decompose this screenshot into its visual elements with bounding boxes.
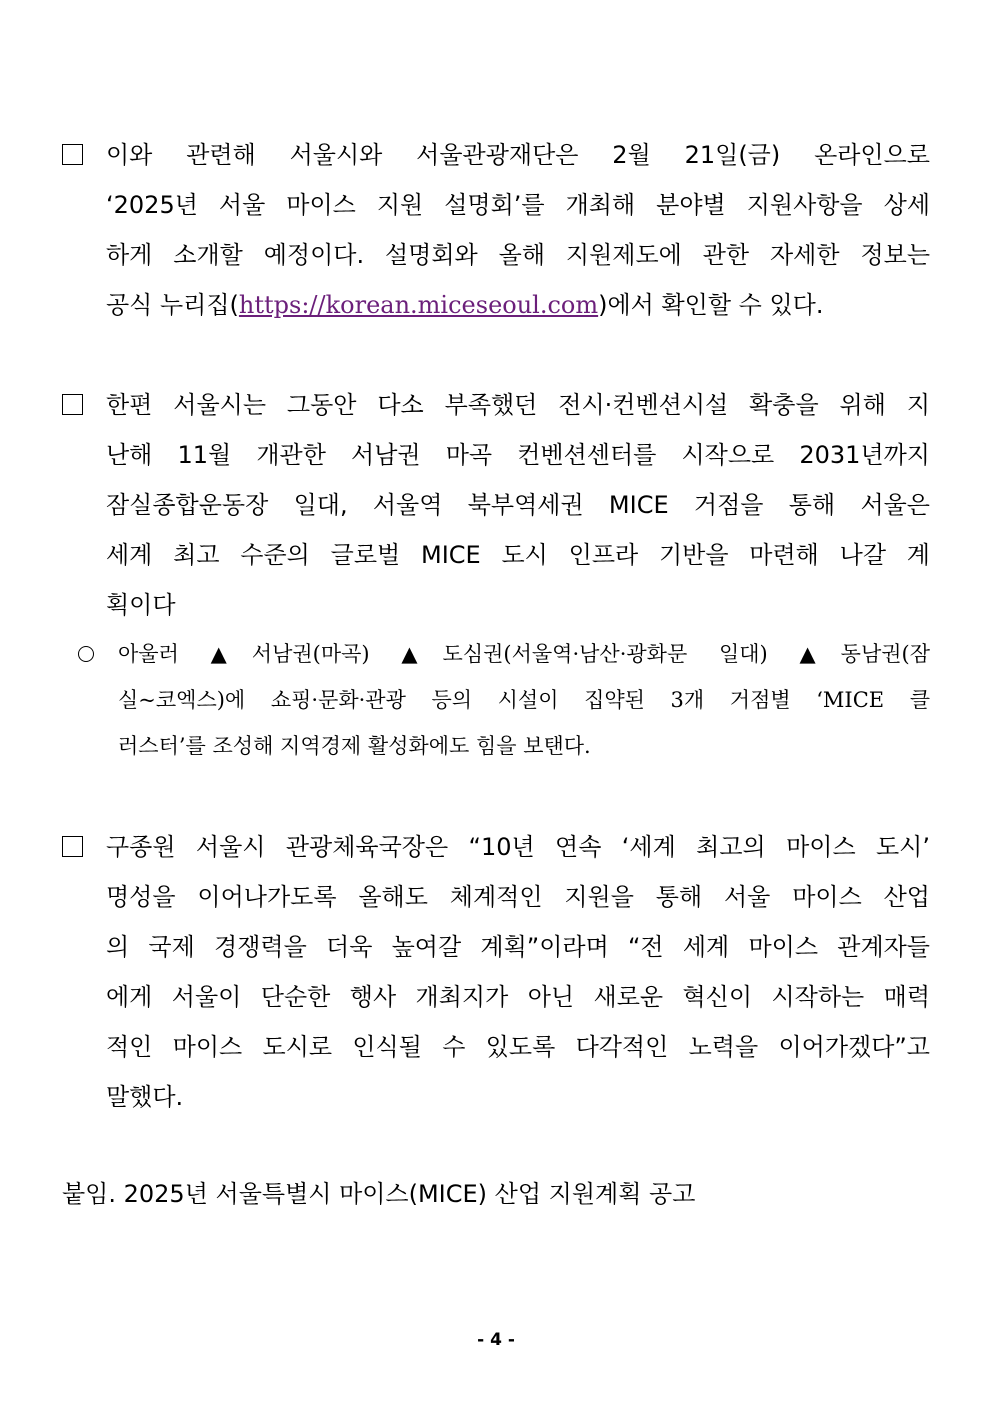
- text-line: 아울러 ▲서남권(마곡) ▲도심권(서울역·남산·광화문 일대) ▲동남권(잠: [118, 642, 930, 666]
- text-line: 적인 마이스 도시로 인식될 수 있도록 다각적인 노력을 이어가겠다”고: [106, 1033, 930, 1061]
- text-line: 에게 서울이 단순한 행사 개최지가 아닌 새로운 혁신이 시작하는 매력: [106, 983, 930, 1011]
- paragraph-quote: [62, 822, 930, 1122]
- text-segment: )에서 확인할 수 있다.: [598, 291, 824, 319]
- text-line: 획이다: [106, 591, 176, 619]
- text-line: 이와 관련해 서울시와 서울관광재단은 2월 21일(금) 온라인으로: [106, 141, 930, 169]
- checkbox-bullet-icon: [62, 822, 96, 874]
- page-number: - 4 -: [477, 1330, 515, 1350]
- text-line: 실~코엑스)에 쇼핑·문화·관광 등의 시설이 집약된 3개 거점별 ‘MICE 클: [118, 688, 930, 712]
- text-line: 러스터’를 조성해 지역경제 활성화에도 힘을 보탠다.: [118, 734, 591, 758]
- text-line: 구종원 서울시 관광체육국장은 “10년 연속 ‘세계 최고의 마이스 도시’: [106, 833, 930, 861]
- text-line: 한편 서울시는 그동안 다소 부족했던 전시·컨벤션시설 확충을 위해 지: [106, 391, 930, 419]
- paragraph-seminar: [62, 130, 930, 330]
- text-line: 하게 소개할 예정이다. 설명회와 올해 지원제도에 관한 자세한 정보는: [106, 241, 930, 269]
- text-line: ‘2025년 서울 마이스 지원 설명회’를 개최해 분야별 지원사항을 상세: [106, 191, 930, 219]
- checkbox-bullet-icon: [62, 130, 96, 182]
- text-line: 의 국제 경쟁력을 더욱 높여갈 계획”이라며 “전 세계 마이스 관계자들: [106, 933, 930, 961]
- website-link[interactable]: https://korean.miceseoul.com: [238, 291, 599, 319]
- text-line: 명성을 이어나가도록 올해도 체계적인 지원을 통해 서울 마이스 산업: [106, 883, 930, 911]
- text-segment: 공식 누리집(: [106, 291, 239, 319]
- attachment-note: 붙임. 2025년 서울특별시 마이스(MICE) 산업 지원계획 공고: [62, 1180, 696, 1208]
- text-line: 난해 11월 개관한 서남권 마곡 컨벤션센터를 시작으로 2031년까지: [106, 441, 930, 469]
- text-line: 말했다.: [106, 1083, 184, 1111]
- circle-bullet-icon: [78, 631, 108, 678]
- text-line: 세계 최고 수준의 글로벌 MICE 도시 인프라 기반을 마련해 나갈 계: [106, 541, 930, 569]
- text-line: 잠실종합운동장 일대, 서울역 북부역세권 MICE 거점을 통해 서울은: [106, 491, 930, 519]
- sub-bullet-clusters: [78, 631, 930, 769]
- paragraph-infrastructure: [62, 380, 930, 630]
- text-line: [62, 280, 930, 330]
- checkbox-bullet-icon: [62, 380, 96, 432]
